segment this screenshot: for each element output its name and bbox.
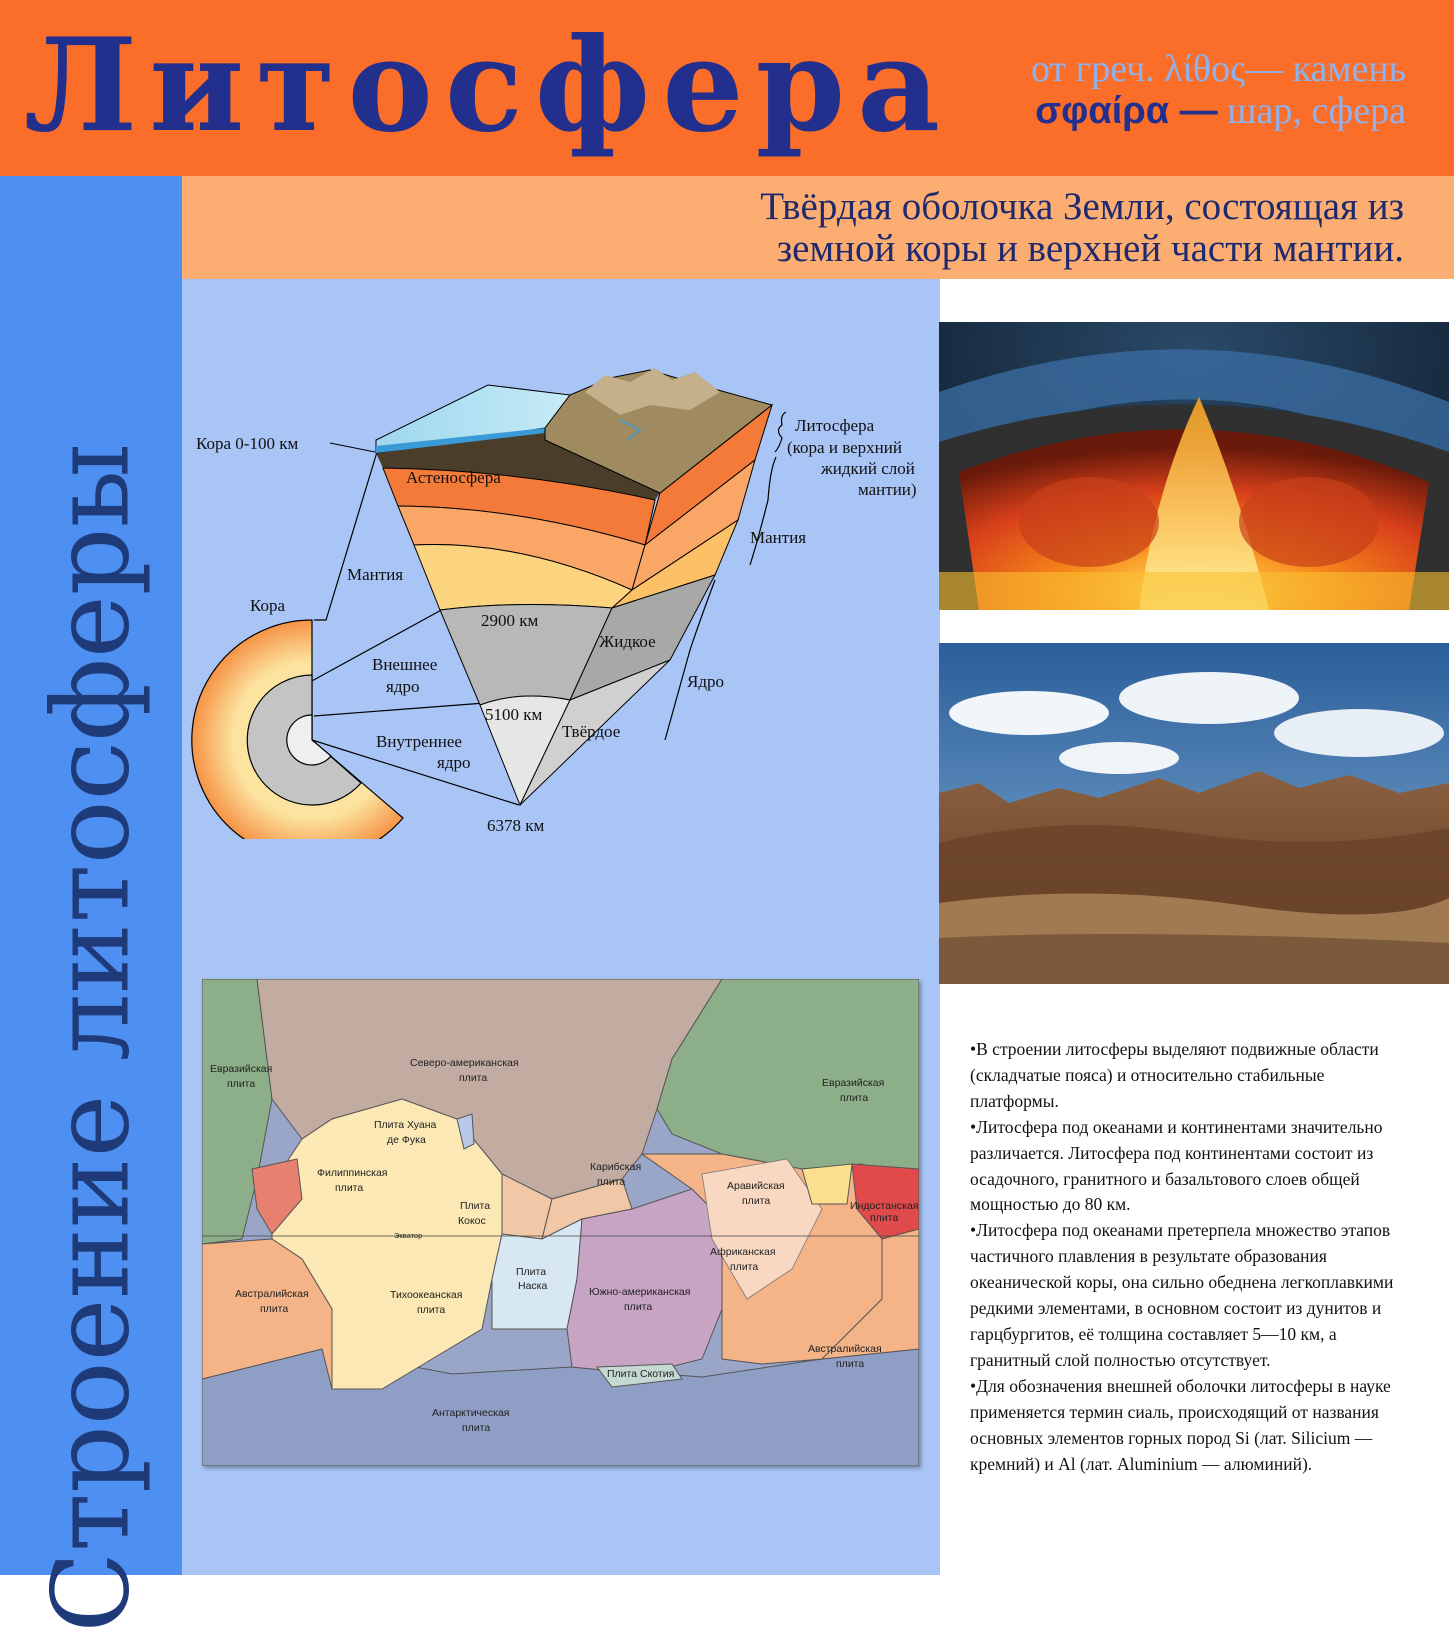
page-title: Литосфера: [24, 11, 953, 161]
earth-section-inner-core: [287, 715, 331, 765]
definition-line-2: земной коры и верхней части мантии.: [776, 227, 1404, 270]
header-band: [0, 0, 1454, 176]
label-crust: Кора: [250, 596, 286, 615]
sidebar: [0, 176, 182, 1633]
map-label-juan-de-fuca-1: Плита Хуана: [374, 1119, 437, 1131]
map-label-philippine-1: Филиппинская: [317, 1167, 388, 1179]
map-label-south-american-2: плита: [624, 1301, 653, 1313]
etymology-meaning: шар, сфера: [1227, 90, 1406, 132]
map-label-caribbean-1: Карибская: [590, 1161, 642, 1173]
map-label-eurasian-left-2: плита: [227, 1078, 256, 1090]
map-label-african-2: плита: [730, 1261, 759, 1273]
map-label-australian-left-1: Австралийская: [235, 1288, 309, 1300]
label-depth-5100: 5100 км: [485, 705, 543, 724]
label-lithosphere-3: жидкий слой: [821, 459, 915, 478]
leader-line-crust-range: [330, 443, 375, 452]
map-label-cocos-1: Плита: [460, 1200, 491, 1212]
map-label-arabian-1: Аравийская: [727, 1180, 785, 1192]
fact-paragraph-2: •Литосфера под океанами и континентами значительно различается. Литосфера под континентами состоит из осадочного, гранитного и базальтового слоев общей мощностью до 80 км.: [970, 1116, 1383, 1215]
map-label-indian-2: плита: [870, 1212, 899, 1224]
map-label-caribbean-2: плита: [597, 1176, 626, 1188]
label-outer-core-2: ядро: [386, 677, 420, 696]
label-outer-core-1: Внешнее: [372, 655, 438, 674]
label-liquid: Жидкое: [599, 632, 656, 651]
leader-line-inner-core: [314, 703, 485, 716]
map-label-eurasian-right-1: Евразийская: [822, 1077, 885, 1089]
fact-paragraph-4: •Для обозначения внешней оболочки литосферы в науке применяется термин сиаль, происходящий от названия основных элементов горных пород Si (лат. Silicium — кремний) и Al (лат. Aluminium — алюминий).: [970, 1375, 1391, 1474]
etymology: [1031, 48, 1406, 132]
map-label-australian-left-2: плита: [260, 1303, 289, 1315]
map-label-antarctic-2: плита: [462, 1422, 491, 1434]
label-inner-core-2: ядро: [437, 753, 471, 772]
bracket-mantle: [750, 457, 776, 565]
label-asthenosphere: Астеносфера: [406, 468, 501, 487]
definition-line-1: Твёрдая оболочка Земли, состоящая из: [760, 185, 1404, 228]
label-mantle-left: Мантия: [347, 565, 404, 584]
fact-paragraph-3: •Литосфера под океанами претерпела множество этапов частичного плавления в результате образования океанической коры, она сильно обеднена легкоплавкими редкими элементами, в основном состоит из дунитов и гарцбургитов, её толщина составляет 5—10 км, а гранитный слой полностью отсутствует.: [970, 1220, 1394, 1370]
map-label-nazca-1: Плита: [516, 1266, 547, 1278]
map-label-eurasian-right-2: плита: [840, 1092, 869, 1104]
etymology-greek-word: σφαίρα —: [1035, 90, 1218, 132]
map-label-australian-right-1: Австралийская: [808, 1343, 882, 1355]
earth-plume-photo: [939, 322, 1449, 610]
map-label-south-american-1: Южно-американская: [589, 1286, 691, 1298]
map-label-north-american-2: плита: [459, 1072, 488, 1084]
sidebar-title: Строение литосферы: [29, 443, 153, 1633]
map-label-antarctic-1: Антарктическая: [432, 1407, 510, 1419]
label-lithosphere-1: Литосфера: [795, 416, 875, 435]
label-kora-range: Кора 0-100 км: [196, 434, 299, 453]
definition-box: [182, 176, 1454, 279]
bracket-lithosphere: [775, 412, 786, 452]
map-label-equator: Экватор: [394, 1231, 423, 1240]
map-label-pacific-2: плита: [417, 1304, 446, 1316]
map-label-eurasian-left-1: Евразийская: [210, 1063, 273, 1075]
etymology-line-1: от греч. λίθος— камень: [1031, 48, 1406, 90]
map-label-juan-de-fuca-2: де Фука: [387, 1134, 426, 1146]
facts-text: [970, 1037, 1410, 1477]
label-depth-2900: 2900 км: [481, 611, 539, 630]
label-depth-6378: 6378 км: [487, 816, 545, 835]
map-label-australian-right-2: плита: [836, 1358, 865, 1370]
mountains-photo: [939, 643, 1449, 984]
map-label-cocos-2: Кокос: [458, 1215, 486, 1227]
label-mantle-right: Мантия: [750, 528, 807, 547]
earth-structure-diagram: [182, 279, 952, 839]
map-label-nazca-2: Наска: [518, 1280, 548, 1292]
map-label-arabian-2: плита: [742, 1195, 771, 1207]
map-label-pacific-1: Тихоокеанская: [390, 1289, 463, 1301]
label-core: Ядро: [687, 672, 724, 691]
tectonic-plates-map: [202, 979, 919, 1466]
map-label-indian-1: Индостанская: [850, 1200, 919, 1212]
map-label-african-1: Африканская: [710, 1246, 776, 1258]
etymology-line-2: [1031, 90, 1406, 132]
label-inner-core-1: Внутреннее: [376, 732, 462, 751]
leader-line-crust: [314, 452, 377, 620]
label-solid: Твёрдое: [562, 722, 621, 741]
map-label-philippine-2: плита: [335, 1182, 364, 1194]
label-lithosphere-4: мантии): [858, 480, 917, 499]
fact-paragraph-1: •В строении литосферы выделяют подвижные области (складчатые пояса) и относительно стабильные платформы.: [970, 1039, 1379, 1111]
map-label-scotia: Плита Скотия: [607, 1368, 675, 1380]
map-label-north-american-1: Северо-американская: [410, 1057, 519, 1069]
definition-text: [760, 186, 1404, 270]
label-lithosphere-2: (кора и верхний: [787, 438, 902, 457]
